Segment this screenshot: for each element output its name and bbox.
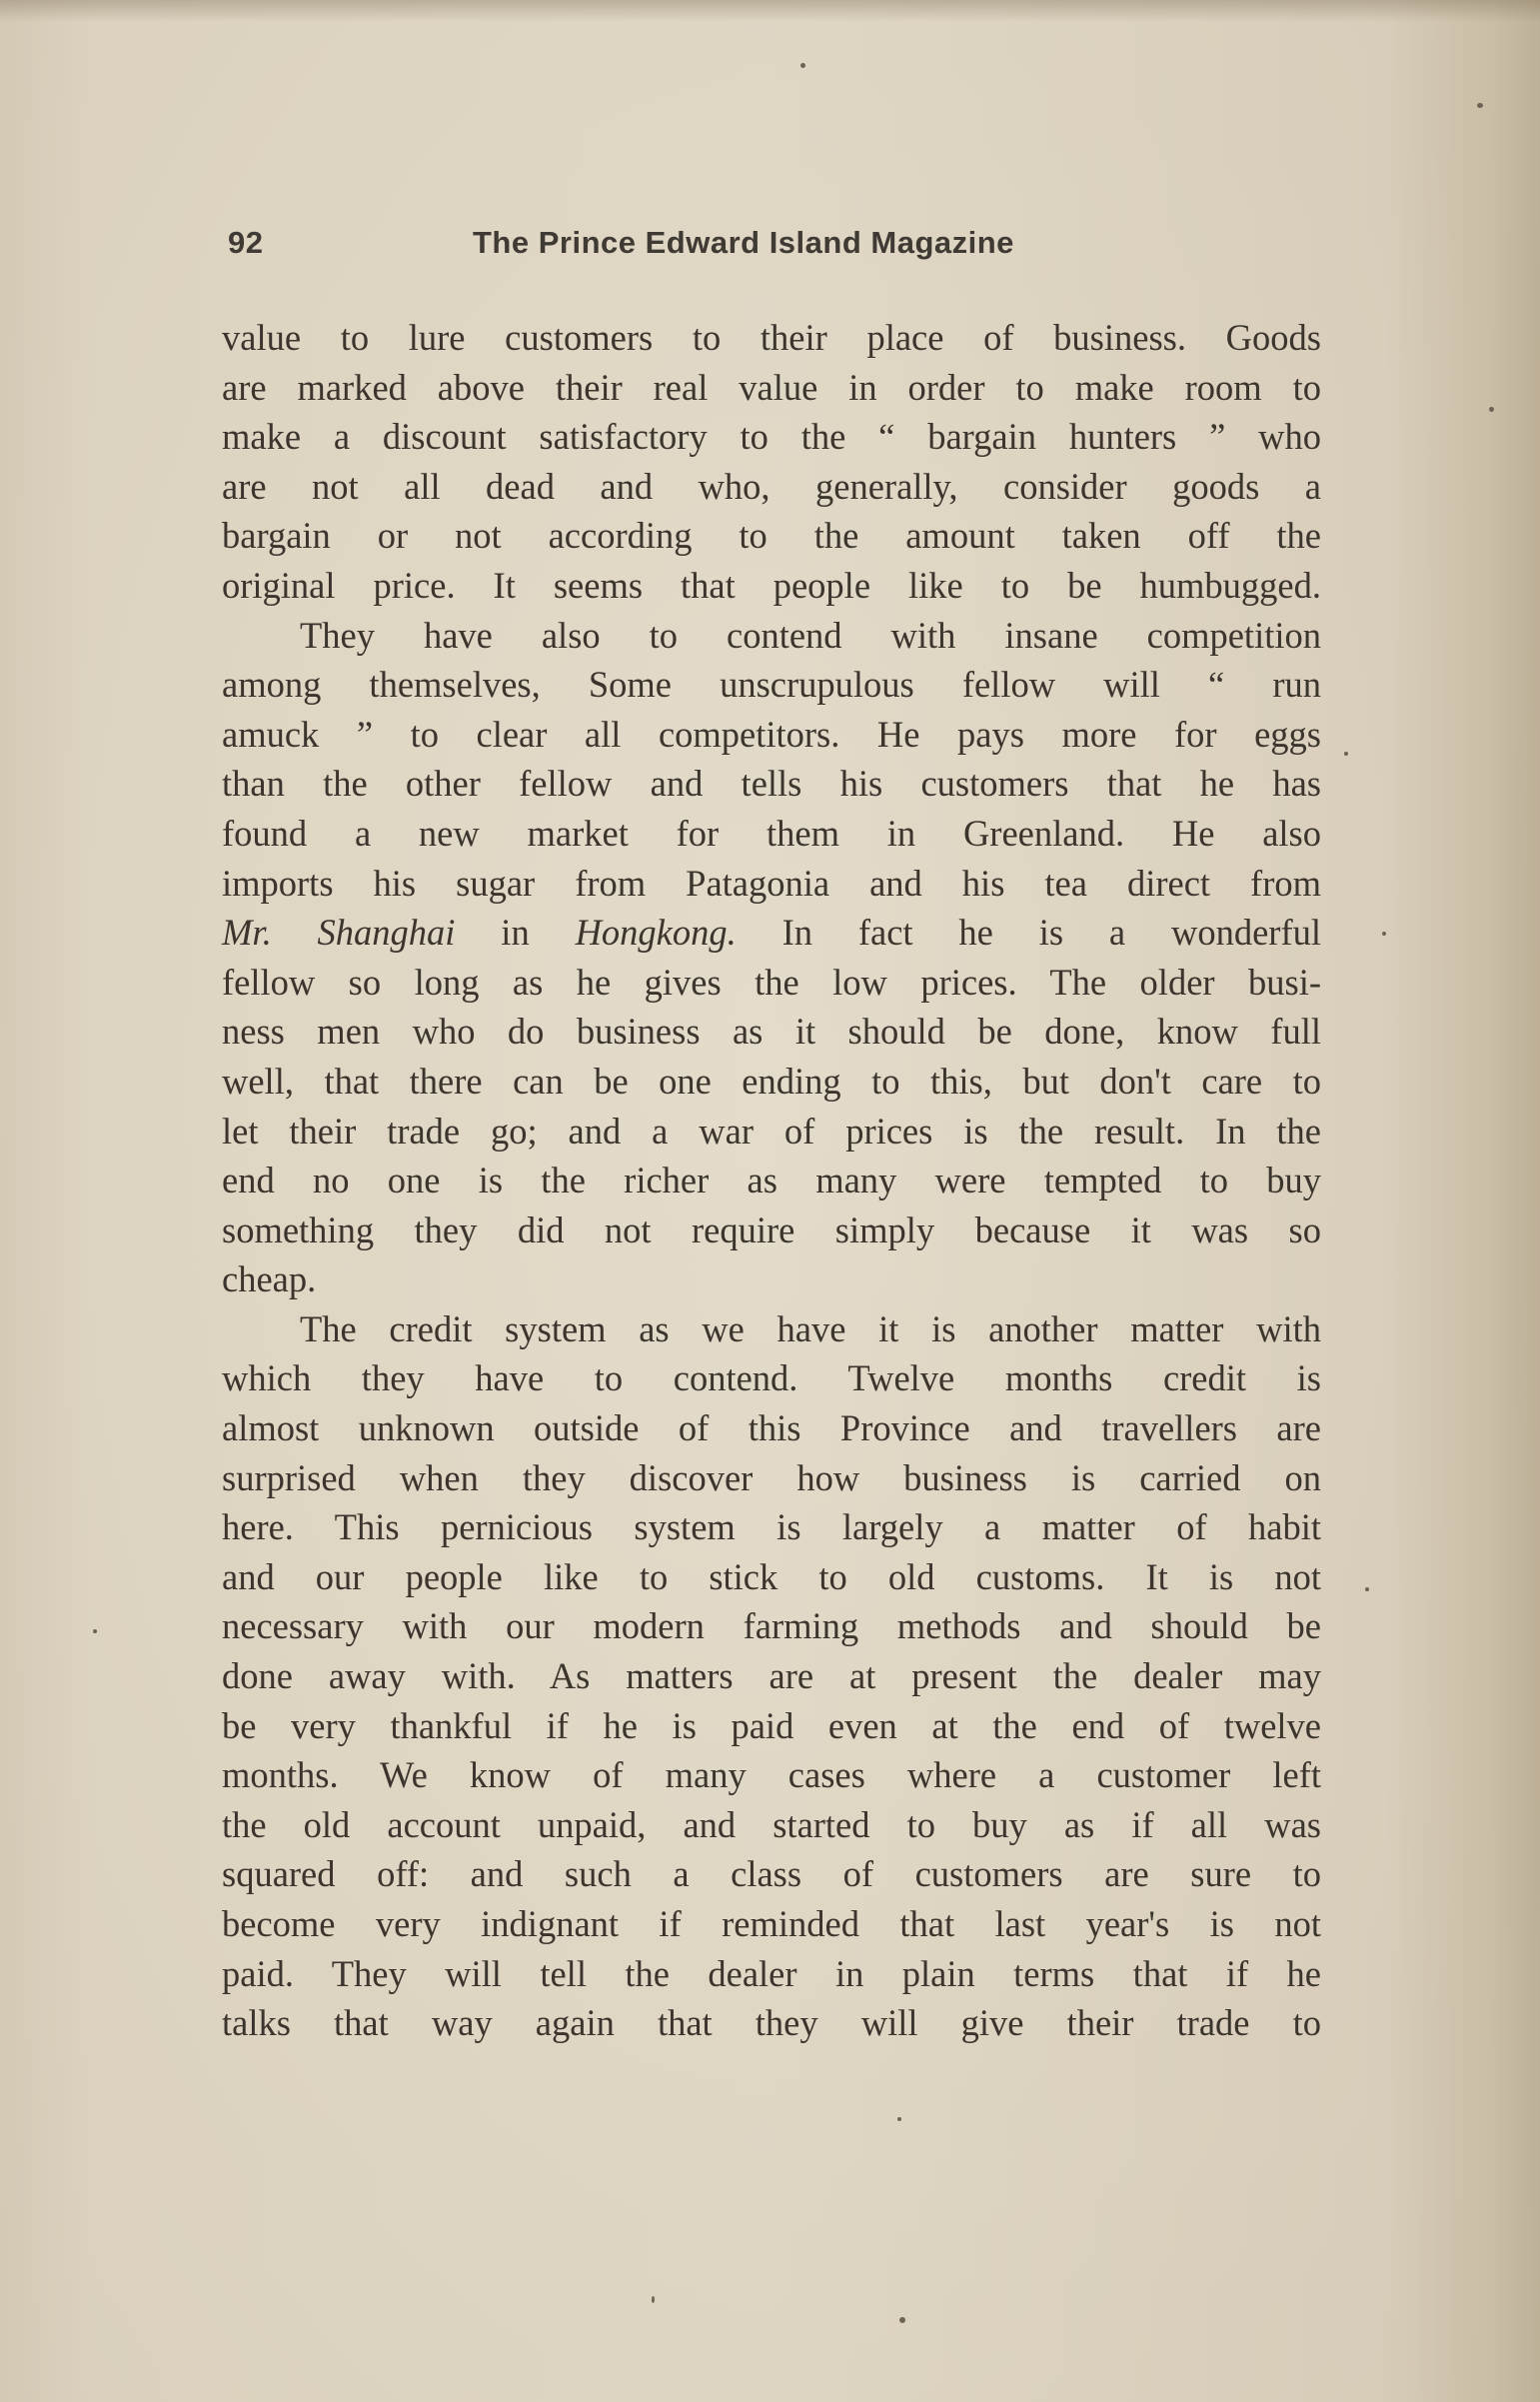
text-line: something they did not require simply because it was so <box>222 1208 1321 1250</box>
text-line: bargain or not according to the amount taken off the <box>222 515 1321 557</box>
page-edge-shadow <box>0 0 1540 22</box>
text-line: fellow so long as he gives the low prices. The older busi- <box>222 961 1321 1003</box>
text-line-with-italics <box>222 908 1321 958</box>
text-line: ness men who do business as it should be done, know full <box>222 1011 1321 1053</box>
text-line: found a new market for them in Greenland. He also <box>222 812 1321 854</box>
text-line: the old account unpaid, and started to buy as if all was <box>222 1803 1321 1845</box>
running-title: The Prince Edward Island Magazine <box>473 225 1014 260</box>
paragraph-start-line: They have also to contend with insane competition <box>300 614 1321 656</box>
text-line: let their trade go; and a war of prices is the result. In the <box>222 1110 1321 1152</box>
paper-speck <box>1344 752 1348 756</box>
text-line: value to lure customers to their place of business. Goods <box>222 317 1321 358</box>
text-line: end no one is the richer as many were tempted to buy <box>222 1160 1321 1201</box>
italic-name: Mr. Shanghai <box>222 912 456 954</box>
paper-speck <box>899 2317 905 2323</box>
text-line: are marked above their real value in order to make room to <box>222 366 1321 408</box>
text-line: original price. It seems that people like to be humbugged. <box>222 564 1321 606</box>
text-line: talks that way again that they will give their trade to <box>222 2002 1321 2044</box>
text-line: amuck ” to clear all competitors. He pays more for eggs <box>222 713 1321 755</box>
paragraph-start-line: The credit system as we have it is another matter with <box>300 1307 1321 1349</box>
paper-speck <box>652 2296 655 2303</box>
text-line: imports his sugar from Patagonia and his tea direct from <box>222 862 1321 904</box>
text-line: done away with. As matters are at present the dealer may <box>222 1655 1321 1697</box>
text-line: are not all dead and who, generally, consider goods a <box>222 465 1321 507</box>
paper-speck <box>93 1629 97 1633</box>
paper-speck <box>800 63 805 68</box>
text-line: which they have to contend. Twelve months credit is <box>222 1357 1321 1399</box>
italic-place: Hongkong. <box>575 912 737 954</box>
text-line: among themselves, Some unscrupulous fellow will “ run <box>222 664 1321 706</box>
paper-speck <box>1489 407 1494 412</box>
text-line: become very indignant if reminded that last year's is not <box>222 1903 1321 1944</box>
text-line: months. We know of many cases where a customer left <box>222 1754 1321 1796</box>
paper-speck <box>1477 103 1483 108</box>
paper-speck <box>897 2117 901 2121</box>
text-fragment: In fact he is a wonderful <box>781 912 1321 954</box>
paragraph-end-line: cheap. <box>222 1258 317 1300</box>
text-line: here. This pernicious system is largely a matter of habit <box>222 1506 1321 1548</box>
paper-speck <box>1365 1587 1369 1591</box>
text-line: be very thankful if he is paid even at the end of twelve <box>222 1704 1321 1746</box>
text-line: paid. They will tell the dealer in plain terms that if he <box>222 1952 1321 1994</box>
paper-speck <box>1382 932 1386 936</box>
text-fragment: in <box>501 912 530 954</box>
text-line: well, that there can be one ending to this, but don't care to <box>222 1060 1321 1102</box>
text-line: necessary with our modern farming methods and should be <box>222 1605 1321 1647</box>
text-line: than the other fellow and tells his customers that he has <box>222 763 1321 805</box>
text-line: almost unknown outside of this Province and travellers are <box>222 1407 1321 1449</box>
page-number: 92 <box>228 225 264 260</box>
text-line: surprised when they discover how business is carried on <box>222 1456 1321 1498</box>
text-line: squared off: and such a class of customers are sure to <box>222 1853 1321 1895</box>
page-header <box>228 225 1317 275</box>
text-line: and our people like to stick to old customs. It is not <box>222 1555 1321 1597</box>
article-body <box>222 313 1321 2048</box>
text-line: make a discount satisfactory to the “ bargain hunters ” who <box>222 416 1321 458</box>
